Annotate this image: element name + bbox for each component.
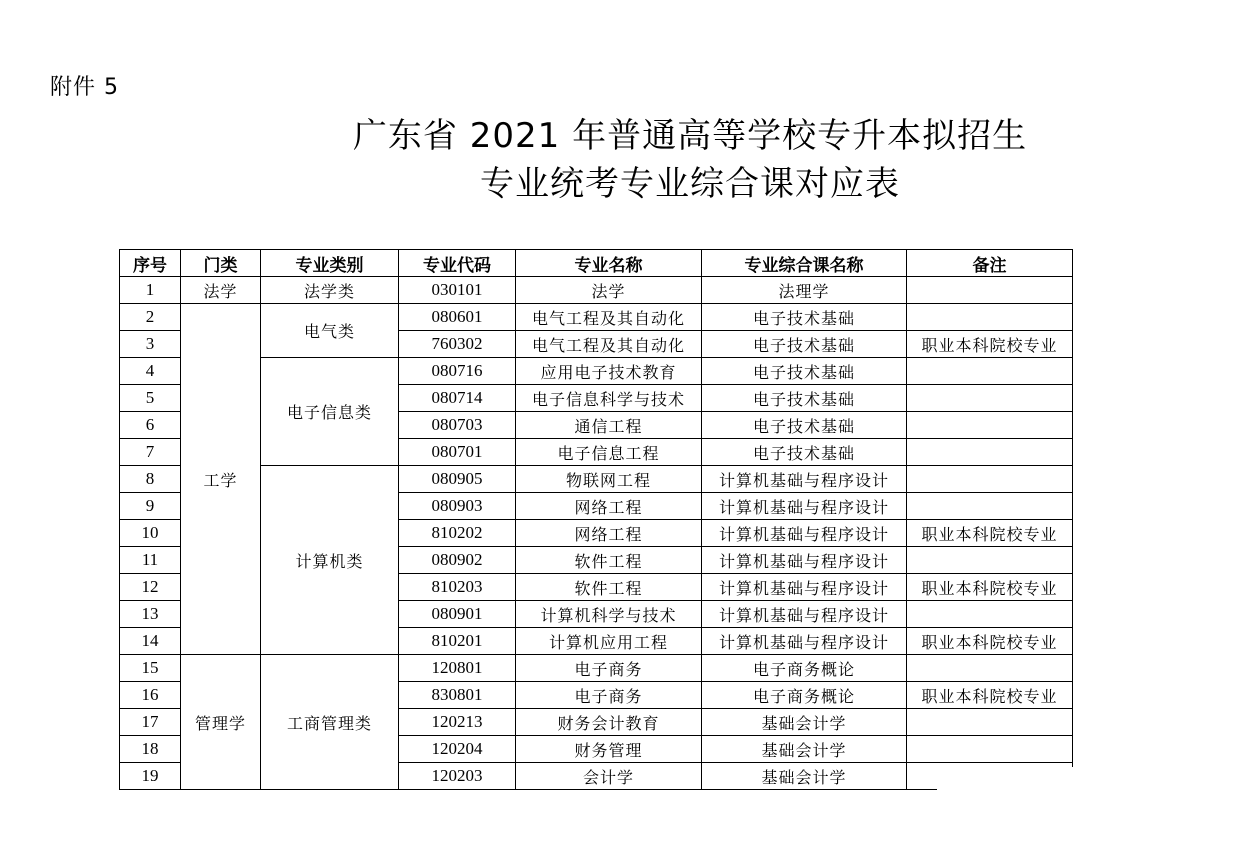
cell-note: 职业本科院校专业 <box>907 682 1073 709</box>
document-title-line2: 专业统考专业综合课对应表 <box>480 164 900 204</box>
cell-code: 080901 <box>399 601 516 628</box>
cell-note <box>907 547 1073 574</box>
cell-code: 080714 <box>399 385 516 412</box>
cell-course: 基础会计学 <box>702 709 907 736</box>
cell-course: 基础会计学 <box>702 763 907 790</box>
header-index: 序号 <box>120 250 181 277</box>
cell-index: 19 <box>120 763 181 790</box>
cell-course: 电子技术基础 <box>702 439 907 466</box>
cell-note <box>907 439 1073 466</box>
cell-major: 计算机科学与技术 <box>516 601 702 628</box>
cell-index: 3 <box>120 331 181 358</box>
header-category: 门类 <box>181 250 261 277</box>
cell-major-type: 电气类 <box>261 304 399 358</box>
cell-code: 030101 <box>399 277 516 304</box>
cell-code: 120801 <box>399 655 516 682</box>
cell-major: 物联网工程 <box>516 466 702 493</box>
cell-index: 6 <box>120 412 181 439</box>
cell-major: 软件工程 <box>516 574 702 601</box>
cell-course: 电子技术基础 <box>702 331 907 358</box>
cell-note: 职业本科院校专业 <box>907 574 1073 601</box>
cell-index: 10 <box>120 520 181 547</box>
table-row <box>120 304 1073 331</box>
cell-category: 工学 <box>181 304 261 655</box>
table-row <box>120 466 1073 493</box>
cell-course: 电子技术基础 <box>702 304 907 331</box>
cell-index: 18 <box>120 736 181 763</box>
cell-index: 11 <box>120 547 181 574</box>
cell-index: 5 <box>120 385 181 412</box>
cell-major: 网络工程 <box>516 520 702 547</box>
cell-note <box>907 709 1073 736</box>
cell-code: 080902 <box>399 547 516 574</box>
cell-major: 财务管理 <box>516 736 702 763</box>
header-major-type: 专业类别 <box>261 250 399 277</box>
cell-note <box>907 412 1073 439</box>
cell-code: 080716 <box>399 358 516 385</box>
header-note: 备注 <box>907 250 1073 277</box>
header-course-name: 专业综合课名称 <box>702 250 907 277</box>
scan-cutoff-mask <box>937 767 1234 847</box>
cell-note <box>907 277 1073 304</box>
cell-course: 法理学 <box>702 277 907 304</box>
cell-index: 1 <box>120 277 181 304</box>
cell-course: 基础会计学 <box>702 736 907 763</box>
cell-index: 8 <box>120 466 181 493</box>
header-major-name: 专业名称 <box>516 250 702 277</box>
cell-major: 计算机应用工程 <box>516 628 702 655</box>
cell-course: 电子商务概论 <box>702 682 907 709</box>
cell-major: 电子信息工程 <box>516 439 702 466</box>
cell-code: 120203 <box>399 763 516 790</box>
cell-course: 电子技术基础 <box>702 385 907 412</box>
cell-index: 13 <box>120 601 181 628</box>
table-header-row <box>120 250 1073 277</box>
cell-major: 应用电子技术教育 <box>516 358 702 385</box>
cell-code: 810203 <box>399 574 516 601</box>
cell-course: 计算机基础与程序设计 <box>702 628 907 655</box>
cell-code: 810201 <box>399 628 516 655</box>
cell-major: 网络工程 <box>516 493 702 520</box>
cell-code: 080703 <box>399 412 516 439</box>
cell-course: 电子商务概论 <box>702 655 907 682</box>
cell-note <box>907 358 1073 385</box>
cell-category: 管理学 <box>181 655 261 790</box>
cell-index: 14 <box>120 628 181 655</box>
cell-code: 080905 <box>399 466 516 493</box>
cell-note <box>907 304 1073 331</box>
table-row <box>120 358 1073 385</box>
document-title-line1: 广东省 2021 年普通高等学校专升本拟招生 <box>352 116 1028 156</box>
cell-course: 计算机基础与程序设计 <box>702 520 907 547</box>
cell-index: 16 <box>120 682 181 709</box>
table-row <box>120 655 1073 682</box>
cell-note: 职业本科院校专业 <box>907 628 1073 655</box>
cell-note: 职业本科院校专业 <box>907 520 1073 547</box>
cell-code: 080903 <box>399 493 516 520</box>
cell-index: 9 <box>120 493 181 520</box>
cell-note <box>907 736 1073 763</box>
header-major-code: 专业代码 <box>399 250 516 277</box>
cell-index: 4 <box>120 358 181 385</box>
cell-category: 法学 <box>181 277 261 304</box>
table-row <box>120 277 1073 304</box>
cell-course: 计算机基础与程序设计 <box>702 493 907 520</box>
cell-index: 15 <box>120 655 181 682</box>
cell-major: 电子信息科学与技术 <box>516 385 702 412</box>
cell-index: 7 <box>120 439 181 466</box>
cell-course: 电子技术基础 <box>702 412 907 439</box>
cell-major: 电气工程及其自动化 <box>516 331 702 358</box>
cell-code: 120204 <box>399 736 516 763</box>
attachment-label: 附件 5 <box>50 75 119 100</box>
cell-code: 120213 <box>399 709 516 736</box>
cell-course: 计算机基础与程序设计 <box>702 466 907 493</box>
cell-major: 电子商务 <box>516 682 702 709</box>
cell-note <box>907 466 1073 493</box>
cell-major: 财务会计教育 <box>516 709 702 736</box>
cell-major-type: 法学类 <box>261 277 399 304</box>
cell-major: 软件工程 <box>516 547 702 574</box>
cell-major: 法学 <box>516 277 702 304</box>
cell-course: 计算机基础与程序设计 <box>702 601 907 628</box>
cell-code: 080701 <box>399 439 516 466</box>
cell-index: 12 <box>120 574 181 601</box>
cell-index: 2 <box>120 304 181 331</box>
major-course-table <box>119 249 1073 790</box>
cell-code: 080601 <box>399 304 516 331</box>
cell-major-type: 计算机类 <box>261 466 399 655</box>
cell-course: 计算机基础与程序设计 <box>702 574 907 601</box>
cell-major: 电气工程及其自动化 <box>516 304 702 331</box>
cell-index: 17 <box>120 709 181 736</box>
cell-major-type: 工商管理类 <box>261 655 399 790</box>
cell-code: 810202 <box>399 520 516 547</box>
cell-course: 电子技术基础 <box>702 358 907 385</box>
cell-major: 电子商务 <box>516 655 702 682</box>
cell-note <box>907 493 1073 520</box>
cell-note <box>907 601 1073 628</box>
cell-major: 通信工程 <box>516 412 702 439</box>
cell-note: 职业本科院校专业 <box>907 331 1073 358</box>
cell-note <box>907 385 1073 412</box>
cell-major: 会计学 <box>516 763 702 790</box>
cell-course: 计算机基础与程序设计 <box>702 547 907 574</box>
cell-code: 760302 <box>399 331 516 358</box>
cell-code: 830801 <box>399 682 516 709</box>
cell-note <box>907 655 1073 682</box>
cell-major-type: 电子信息类 <box>261 358 399 466</box>
